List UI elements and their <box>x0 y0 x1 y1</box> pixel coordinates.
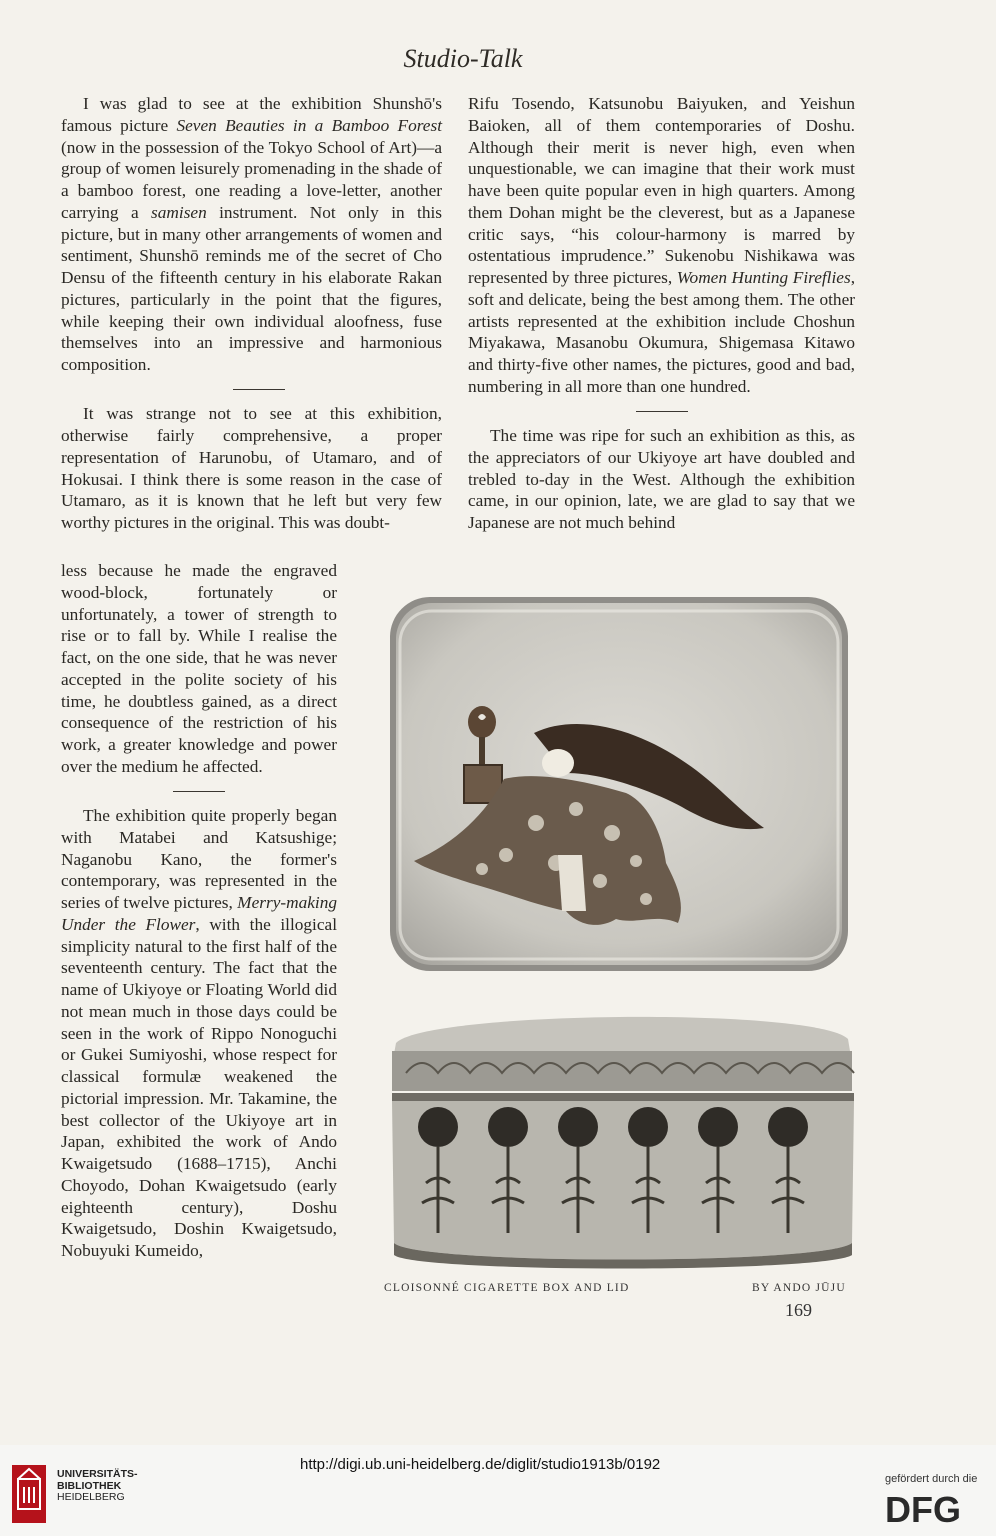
paragraph: The time was ripe for such an exhibition as this, as the appreciators of our Ukiyoye art have doubled and trebled to-day in the West. Although the exhibition came, in our opinion, late, we are glad to say that we Japanese are not much behind <box>468 426 855 532</box>
section-rule <box>636 411 688 413</box>
library-name: UNIVERSITÄTS- BIBLIOTHEK HEIDELBERG <box>57 1468 138 1503</box>
paragraph: I was glad to see at the exhibition Shunshō's famous picture Seven Beauties in a Bamboo Forest (now in the possession of the Tokyo School of Art)—a group of women leisurely promenading in the shade of a bamboo forest, one reading a love-letter, another carrying a samisen instrument. Not only in this picture, but in many other arrangements of women and sentiment, Shunshō reminds me of the secret of Cho Densu of the fifteenth century in his elaborate Rakan pictures, particularly in the point that the figures, while keeping their own individual aloofness, fuse themselves into an impressive and harmonious composition. <box>61 94 442 374</box>
funding-label: gefördert durch die <box>885 1473 978 1485</box>
digitization-footer <box>0 1445 996 1536</box>
right-column <box>468 93 855 534</box>
figure-credit: BY ANDO JŪJU <box>752 1282 846 1294</box>
university-library-logo-icon <box>10 1459 50 1529</box>
cigarette-box-lid-image <box>386 593 852 975</box>
paragraph-continued: Rifu Tosendo, Katsunobu Baiyuken, and Yeishun Baioken, all of them contemporaries of Doshu. Although their merit is never high, even when unquestionable, we can imagine that their work must have been quite popular even in high quarters. Among them Dohan might be the cleverest, but as a Japanese critic says, “his colour-harmony is marred by ostentatious imprudence.” Sukenobu Nishikawa was represented by three pictures, Women Hunting Fireflies, soft and delicate, being the best among them. The other artists represented at the exhibition include Choshun Miyakawa, Masanobu Okumura, Shigemasa Kitawo and thirty-five other names, the pictures, good and bad, numbering in all more than one hundred. <box>468 94 856 396</box>
left-column <box>61 93 442 534</box>
paragraph: It was strange not to see at this exhibition, otherwise fairly comprehensive, a proper representation of Harunobu, of Utamaro, and of Hokusai. I think there is some reason in the case of Utamaro, as it is known that he left but very few worthy pictures in the original. This was doubt- <box>61 404 442 532</box>
figure-caption: CLOISONNÉ CIGARETTE BOX AND LID <box>384 1282 630 1294</box>
cigarette-box-image <box>386 1003 856 1271</box>
permalink[interactable]: http://digi.ub.uni-heidelberg.de/diglit/studio1913b/0192 <box>300 1456 661 1473</box>
section-rule <box>233 389 285 391</box>
paragraph-continued: less because he made the engraved wood-block, fortunately or unfortunately, a tower of strength to rise or to fall by. While I realise the fact, on the one side, that he was never accepted in the polite society of his time, he doubtless gained, as a direct consequence of the restriction of his work, a greater knowledge and power over the medium he affected. <box>61 561 337 776</box>
svg-text:DFG: DFG <box>885 1490 961 1526</box>
section-rule <box>173 791 225 793</box>
page-number: 169 <box>785 1300 812 1320</box>
paragraph: The exhibition quite properly began with Matabei and Katsushige; Naganobu Kano, the former's contemporary, was represented in the series of twelve pictures, Merry-making Under the Flower, with the illogical simplicity natural to the first half of the seventeenth century. The fact that the name of Ukiyoye or Floating World did not mean much in those days could be seen in the work of Rippo Nonoguchi or Gukei Sumiyoshi, whose respect for classical formulæ weakened the pictorial impression. Mr. Takamine, the best collector of the Ukiyoye art in Japan, exhibited the work of Ando Kwaigetsudo (1688–1715), Anchi Choyodo, Dohan Kwaigetsudo (early eighteenth century), Doshu Kwaigetsudo, Doshin Kwaigetsudo, Nobuyuki Kumeido, <box>61 806 337 1260</box>
left-column-narrow <box>61 560 337 1262</box>
dfg-logo-icon <box>885 1490 981 1526</box>
running-head: Studio-Talk <box>403 44 523 73</box>
